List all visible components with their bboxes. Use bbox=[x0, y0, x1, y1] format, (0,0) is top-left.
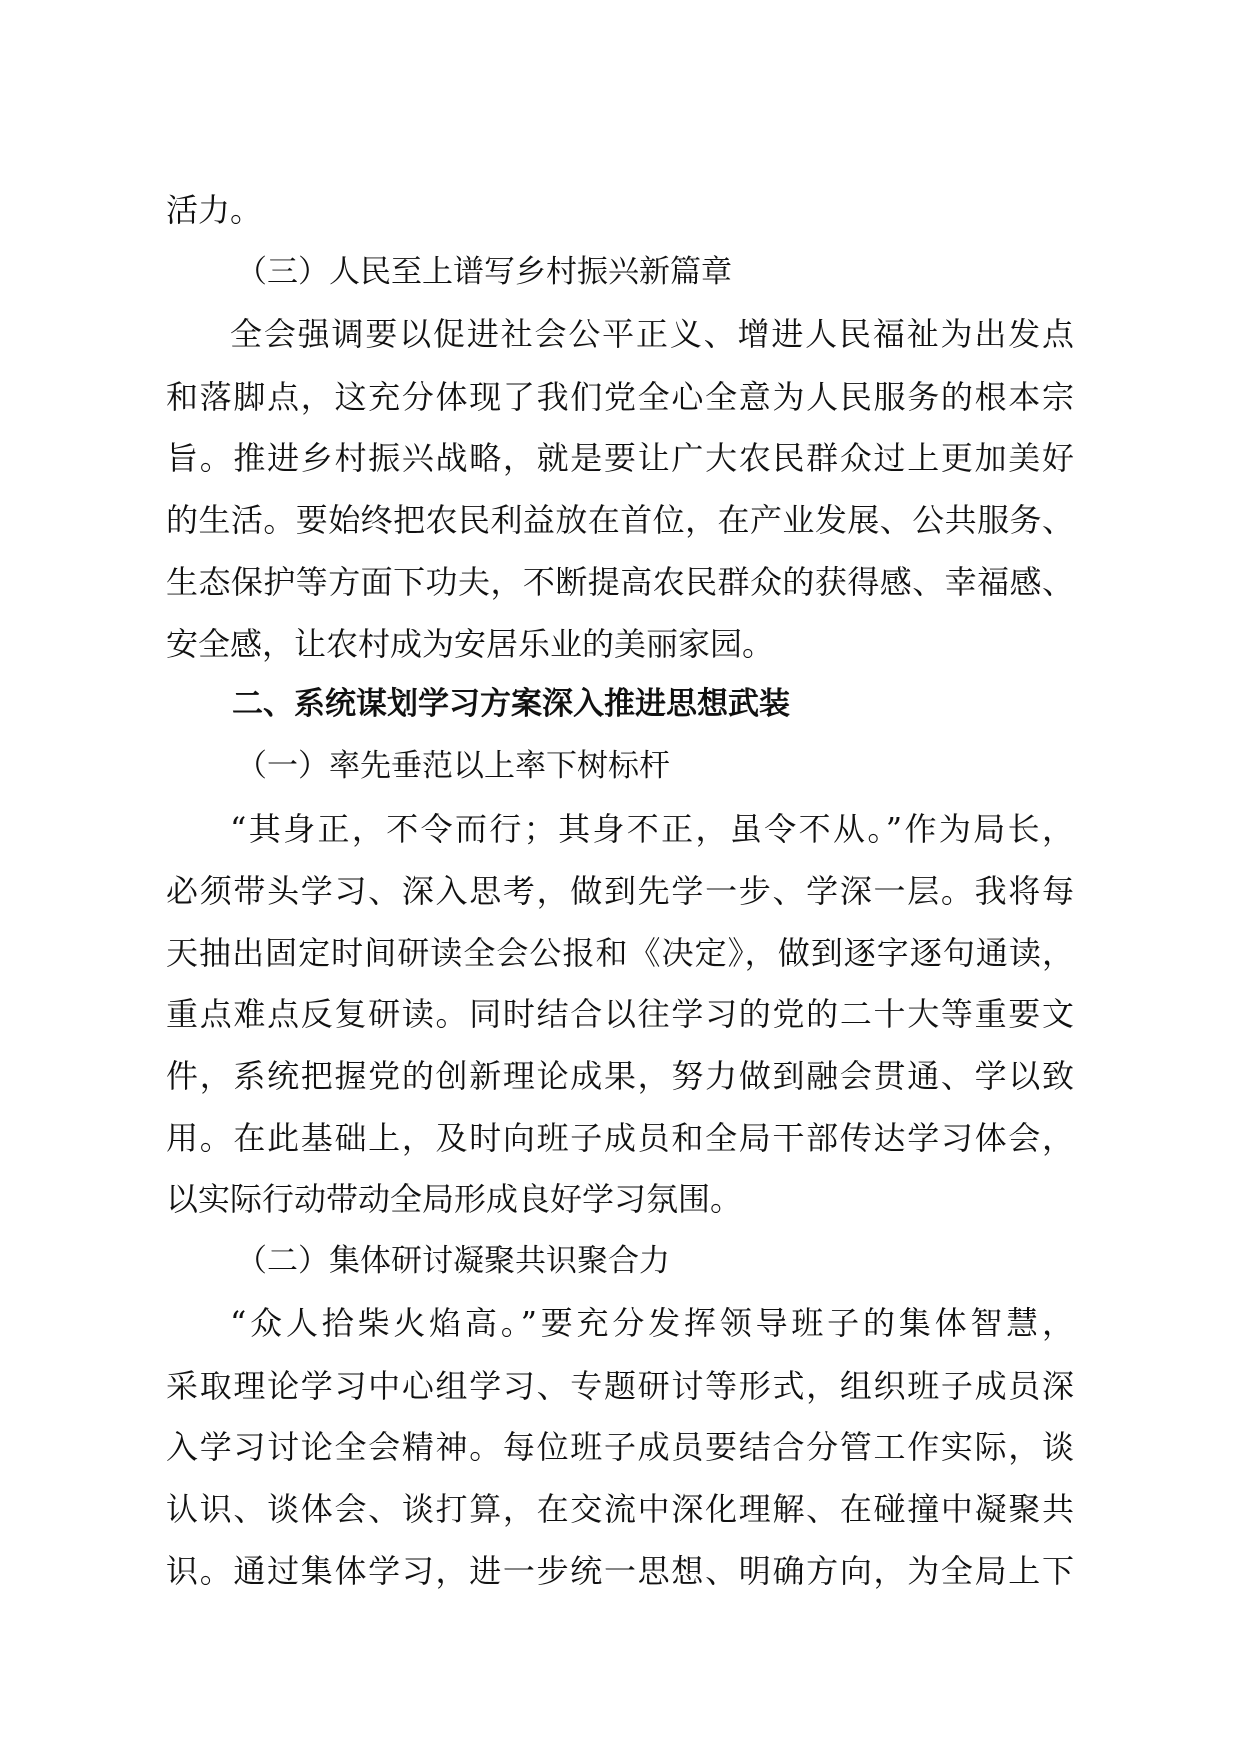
paragraph-line: 旨。推进乡村振兴战略，就是要让广大农民群众过上更加美好 bbox=[166, 439, 1074, 477]
paragraph-line: “众人拾柴火焰高。”要充分发挥领导班子的集体智慧， bbox=[230, 1304, 1074, 1342]
paragraph-line: 活力。 bbox=[166, 191, 263, 229]
paragraph-line: 的生活。要始终把农民利益放在首位，在产业发展、公共服务、 bbox=[166, 501, 1074, 539]
paragraph-line: 件，系统把握党的创新理论成果，努力做到融会贯通、学以致 bbox=[166, 1057, 1074, 1095]
paragraph-line: 认识、谈体会、谈打算，在交流中深化理解、在碰撞中凝聚共 bbox=[166, 1490, 1074, 1528]
subheading-3: （三）人民至上谱写乡村振兴新篇章 bbox=[236, 254, 732, 290]
paragraph-line: 必须带头学习、深入思考，做到先学一步、学深一层。我将每 bbox=[166, 872, 1074, 910]
paragraph-line: 天抽出固定时间研读全会公报和《决定》，做到逐字逐句通读， bbox=[166, 934, 1074, 972]
paragraph-line: 重点难点反复研读。同时结合以往学习的党的二十大等重要文 bbox=[166, 995, 1074, 1033]
paragraph-line: 采取理论学习中心组学习、专题研讨等形式，组织班子成员深 bbox=[166, 1367, 1074, 1405]
paragraph-line: 用。在此基础上，及时向班子成员和全局干部传达学习体会， bbox=[166, 1119, 1074, 1157]
subheading-1: （一）率先垂范以上率下树标杆 bbox=[236, 748, 670, 784]
paragraph-line: 以实际行动带动全局形成良好学习氛围。 bbox=[166, 1180, 743, 1218]
subheading-2: （二）集体研讨凝聚共识聚合力 bbox=[236, 1243, 670, 1279]
paragraph-line: 入学习讨论全会精神。每位班子成员要结合分管工作实际，谈 bbox=[166, 1428, 1074, 1466]
section-heading: 二、系统谋划学习方案深入推进思想武装 bbox=[232, 686, 790, 722]
paragraph-line: 生态保护等方面下功夫，不断提高农民群众的获得感、幸福感、 bbox=[166, 563, 1074, 601]
paragraph-line: 全会强调要以促进社会公平正义、增进人民福祉为出发点 bbox=[230, 315, 1074, 353]
paragraph-line: 安全感，让农村成为安居乐业的美丽家园。 bbox=[166, 625, 775, 663]
paragraph-line: “其身正，不令而行；其身不正，虽令不从。”作为局长， bbox=[230, 810, 1074, 848]
paragraph-line: 识。通过集体学习，进一步统一思想、明确方向，为全局上下 bbox=[166, 1552, 1074, 1590]
paragraph-line: 和落脚点，这充分体现了我们党全心全意为人民服务的根本宗 bbox=[166, 378, 1074, 416]
